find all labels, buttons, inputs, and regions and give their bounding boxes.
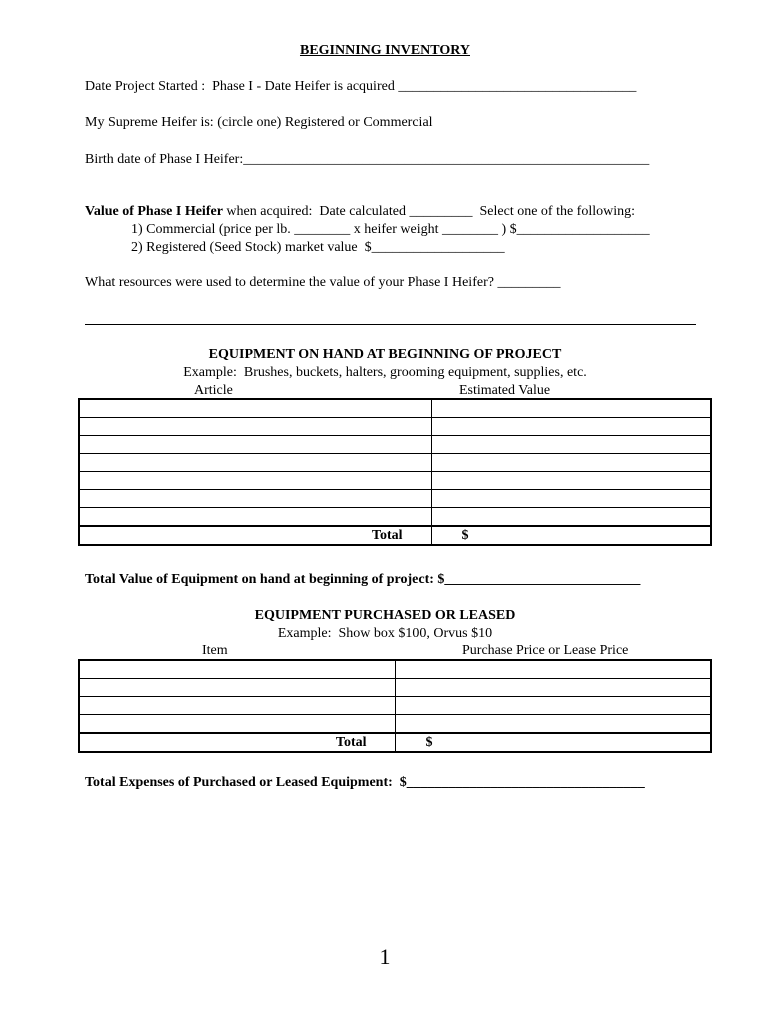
value-cell[interactable] — [431, 454, 711, 472]
total-purchased-expenses-label: Total Expenses of Purchased or Leased Equipment — [85, 775, 389, 790]
table-row — [79, 508, 711, 527]
column-header-article: Article — [194, 383, 233, 398]
table-row — [79, 472, 711, 490]
equipment-on-hand-table — [78, 398, 712, 546]
blank-answer-line — [85, 324, 696, 325]
table-row — [79, 660, 711, 679]
article-cell[interactable] — [79, 399, 431, 418]
price-cell[interactable] — [395, 679, 711, 697]
value-cell[interactable] — [431, 399, 711, 418]
table-row — [79, 436, 711, 454]
equipment-purchased-example: Example: Show box $100, Orvus $10 — [277, 626, 493, 641]
total-price-cell[interactable]: $ — [395, 733, 711, 752]
price-cell[interactable] — [395, 715, 711, 734]
table-row — [79, 399, 711, 418]
table-row — [79, 454, 711, 472]
column-header-estimated-value: Estimated Value — [459, 383, 551, 398]
equipment-purchased-heading: EQUIPMENT PURCHASED OR LEASED — [254, 608, 516, 623]
value-cell[interactable] — [431, 472, 711, 490]
article-cell[interactable] — [79, 490, 431, 508]
table-row — [79, 679, 711, 697]
total-purchased-expenses-value: : $__________________________________ — [388, 775, 645, 790]
equipment-purchased-table — [78, 659, 712, 753]
column-header-purchase-price: Purchase Price or Lease Price — [462, 643, 629, 658]
equipment-on-hand-example: Example: Brushes, buckets, halters, grooming equipment, supplies, etc. — [183, 365, 587, 380]
option-commercial: 1) Commercial (price per lb. ________ x heifer weight ________ ) $___________________ — [131, 222, 650, 237]
resources-line: What resources were used to determine the value of your Phase I Heifer? _________ — [85, 275, 561, 290]
value-cell[interactable] — [431, 508, 711, 527]
equipment-on-hand-heading: EQUIPMENT ON HAND AT BEGINNING OF PROJECT — [208, 347, 562, 362]
price-cell[interactable] — [395, 660, 711, 679]
article-cell[interactable] — [79, 472, 431, 490]
total-label: Total — [79, 733, 395, 752]
table-row — [79, 697, 711, 715]
value-cell[interactable] — [431, 436, 711, 454]
price-cell[interactable] — [395, 697, 711, 715]
option-registered: 2) Registered (Seed Stock) market value $___________________ — [131, 240, 505, 255]
date-project-started-line: Date Project Started : Phase I - Date Heifer is acquired __________________________________ — [85, 79, 637, 94]
birth-date-line: Birth date of Phase I Heifer:__________________________________________________________ — [85, 152, 650, 167]
value-cell[interactable] — [431, 490, 711, 508]
total-purchased-expenses-line — [85, 774, 645, 791]
article-cell[interactable] — [79, 508, 431, 527]
item-cell[interactable] — [79, 679, 395, 697]
total-value-cell[interactable]: $ — [431, 526, 711, 545]
table-total-row — [79, 526, 711, 545]
table-total-row — [79, 733, 711, 752]
column-header-item: Item — [202, 643, 228, 658]
heifer-value-label: Value of Phase I Heifer — [85, 204, 223, 219]
article-cell[interactable] — [79, 454, 431, 472]
heifer-value-rest: when acquired: Date calculated _________ Select one of the following: — [222, 204, 636, 219]
article-cell[interactable] — [79, 436, 431, 454]
table-row — [79, 490, 711, 508]
page-title: BEGINNING INVENTORY — [299, 43, 470, 58]
table-row — [79, 418, 711, 436]
value-cell[interactable] — [431, 418, 711, 436]
item-cell[interactable] — [79, 715, 395, 734]
total-equipment-on-hand-line: Total Value of Equipment on hand at beginning of project: $____________________________ — [85, 572, 641, 587]
supreme-heifer-line: My Supreme Heifer is: (circle one) Registered or Commercial — [85, 115, 433, 130]
page-number: 1 — [379, 944, 391, 969]
heifer-value-line — [85, 203, 635, 220]
table-row — [79, 715, 711, 734]
total-label: Total — [79, 526, 431, 545]
item-cell[interactable] — [79, 660, 395, 679]
item-cell[interactable] — [79, 697, 395, 715]
article-cell[interactable] — [79, 418, 431, 436]
